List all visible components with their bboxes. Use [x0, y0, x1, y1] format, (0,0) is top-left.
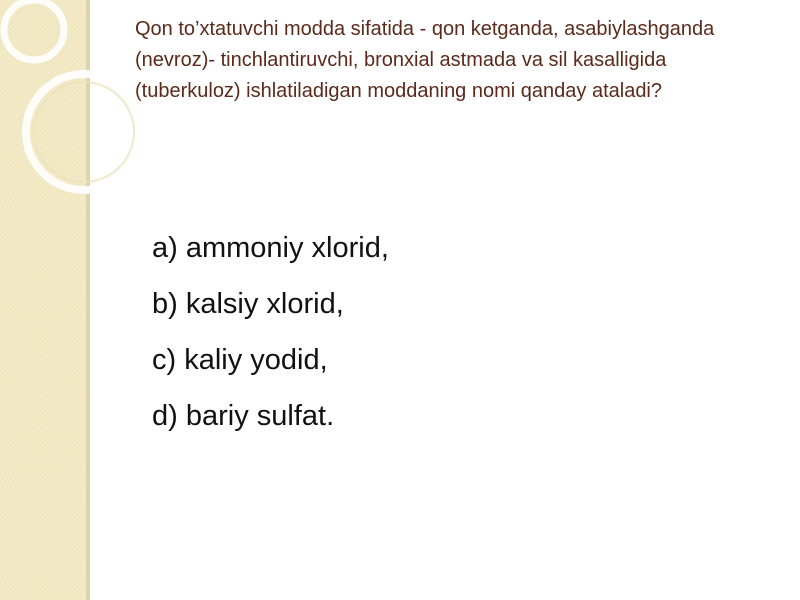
question-title: Qon to’xtatuvchi modda sifatida - qon ketganda, asabiylashganda (nevroz)- tinchlantiruvchi, bronxial astmada va sil kasalligida (tuberkuloz) ishlatiladigan moddaning nomi qanday ataladi?: [135, 18, 715, 102]
option-d: d) bariy sulfat.: [152, 400, 335, 432]
decorative-circles: [0, 0, 140, 220]
deco-circle-large: [26, 74, 142, 190]
option-a: a) ammoniy xlorid,: [152, 232, 389, 264]
option-c: c) kaliy yodid,: [152, 344, 328, 376]
deco-circle-small: [4, 0, 64, 60]
deco-circle-inner: [34, 82, 134, 182]
answer-options: [152, 232, 389, 456]
option-b: b) kalsiy xlorid,: [152, 288, 344, 320]
